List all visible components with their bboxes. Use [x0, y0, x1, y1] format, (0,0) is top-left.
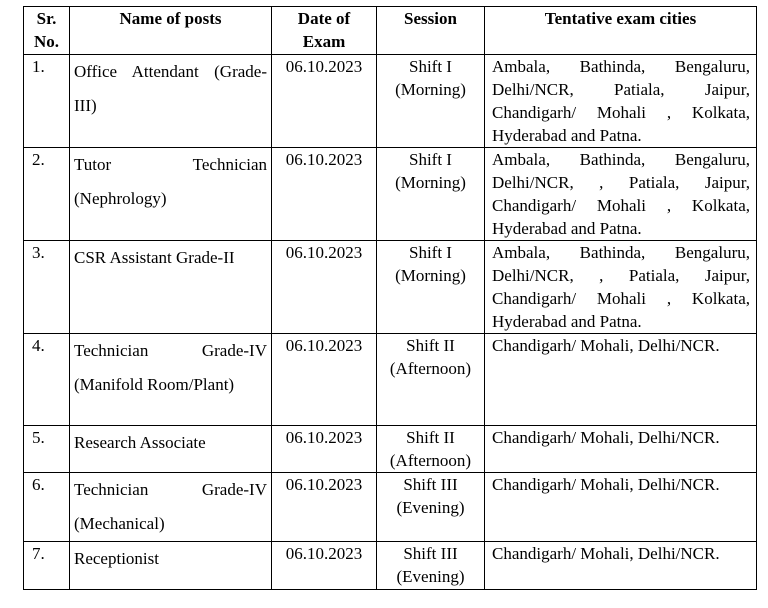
- exam-cities-cell: Chandigarh/ Mohali, Delhi/NCR.: [485, 542, 757, 590]
- sr-no-cell: 1.: [24, 55, 70, 148]
- post-name-text: Technician Grade-IV (Mechanical): [74, 480, 267, 533]
- sr-no-cell: 7.: [24, 542, 70, 590]
- exam-date-cell: 06.10.2023: [272, 542, 377, 590]
- post-name-text: Technician Grade-IV (Manifold Room/Plant): [74, 341, 267, 394]
- session-cell: Shift III (Evening): [377, 542, 485, 590]
- post-name-text: Office Attendant (Grade-III): [74, 62, 267, 115]
- exam-date-cell: 06.10.2023: [272, 148, 377, 241]
- header-session: Session: [377, 7, 485, 55]
- post-name-cell: [70, 148, 272, 241]
- table-row: [24, 542, 757, 590]
- post-name-cell: [70, 241, 272, 334]
- table-row: [24, 473, 757, 542]
- exam-date-cell: 06.10.2023: [272, 334, 377, 426]
- exam-cities-cell: Ambala, Bathinda, Bengaluru, Delhi/NCR, , Patiala, Jaipur, Chandigarh/ Mohali , Kolkata, Hyderabad and Patna.: [485, 241, 757, 334]
- exam-cities-cell: Ambala, Bathinda, Bengaluru, Delhi/NCR, Patiala, Jaipur, Chandigarh/ Mohali , Kolkata, Hyderabad and Patna.: [485, 55, 757, 148]
- session-cell: Shift I (Morning): [377, 55, 485, 148]
- header-name-of-posts: Name of posts: [70, 7, 272, 55]
- sr-no-cell: 5.: [24, 426, 70, 473]
- post-name-cell: [70, 334, 272, 426]
- session-cell: Shift I (Morning): [377, 241, 485, 334]
- post-name-text: CSR Assistant Grade-II: [74, 248, 235, 267]
- session-cell: Shift I (Morning): [377, 148, 485, 241]
- exam-cities-cell: Chandigarh/ Mohali, Delhi/NCR.: [485, 426, 757, 473]
- table-row: [24, 426, 757, 473]
- table-row: [24, 148, 757, 241]
- session-cell: Shift II (Afternoon): [377, 334, 485, 426]
- table-row: [24, 241, 757, 334]
- exam-schedule-table: [23, 6, 757, 590]
- post-name-text: Tutor Technician (Nephrology): [74, 155, 267, 208]
- session-cell: Shift III (Evening): [377, 473, 485, 542]
- sr-no-cell: 3.: [24, 241, 70, 334]
- table-row: [24, 334, 757, 426]
- header-sr-no: Sr. No.: [24, 7, 70, 55]
- sr-no-cell: 4.: [24, 334, 70, 426]
- post-name-cell: [70, 542, 272, 590]
- table-row: [24, 55, 757, 148]
- exam-date-cell: 06.10.2023: [272, 55, 377, 148]
- header-row: [24, 7, 757, 55]
- exam-date-cell: 06.10.2023: [272, 473, 377, 542]
- post-name-text: Research Associate: [74, 433, 206, 452]
- sr-no-cell: 2.: [24, 148, 70, 241]
- header-date-of-exam: Date of Exam: [272, 7, 377, 55]
- exam-date-cell: 06.10.2023: [272, 241, 377, 334]
- post-name-text: Receptionist: [74, 549, 159, 568]
- exam-cities-cell: Ambala, Bathinda, Bengaluru, Delhi/NCR, , Patiala, Jaipur, Chandigarh/ Mohali , Kolkata, Hyderabad and Patna.: [485, 148, 757, 241]
- sr-no-cell: 6.: [24, 473, 70, 542]
- post-name-cell: [70, 473, 272, 542]
- exam-cities-cell: Chandigarh/ Mohali, Delhi/NCR.: [485, 473, 757, 542]
- header-exam-cities: Tentative exam cities: [485, 7, 757, 55]
- post-name-cell: [70, 55, 272, 148]
- exam-cities-cell: Chandigarh/ Mohali, Delhi/NCR.: [485, 334, 757, 426]
- exam-date-cell: 06.10.2023: [272, 426, 377, 473]
- session-cell: Shift II (Afternoon): [377, 426, 485, 473]
- post-name-cell: [70, 426, 272, 473]
